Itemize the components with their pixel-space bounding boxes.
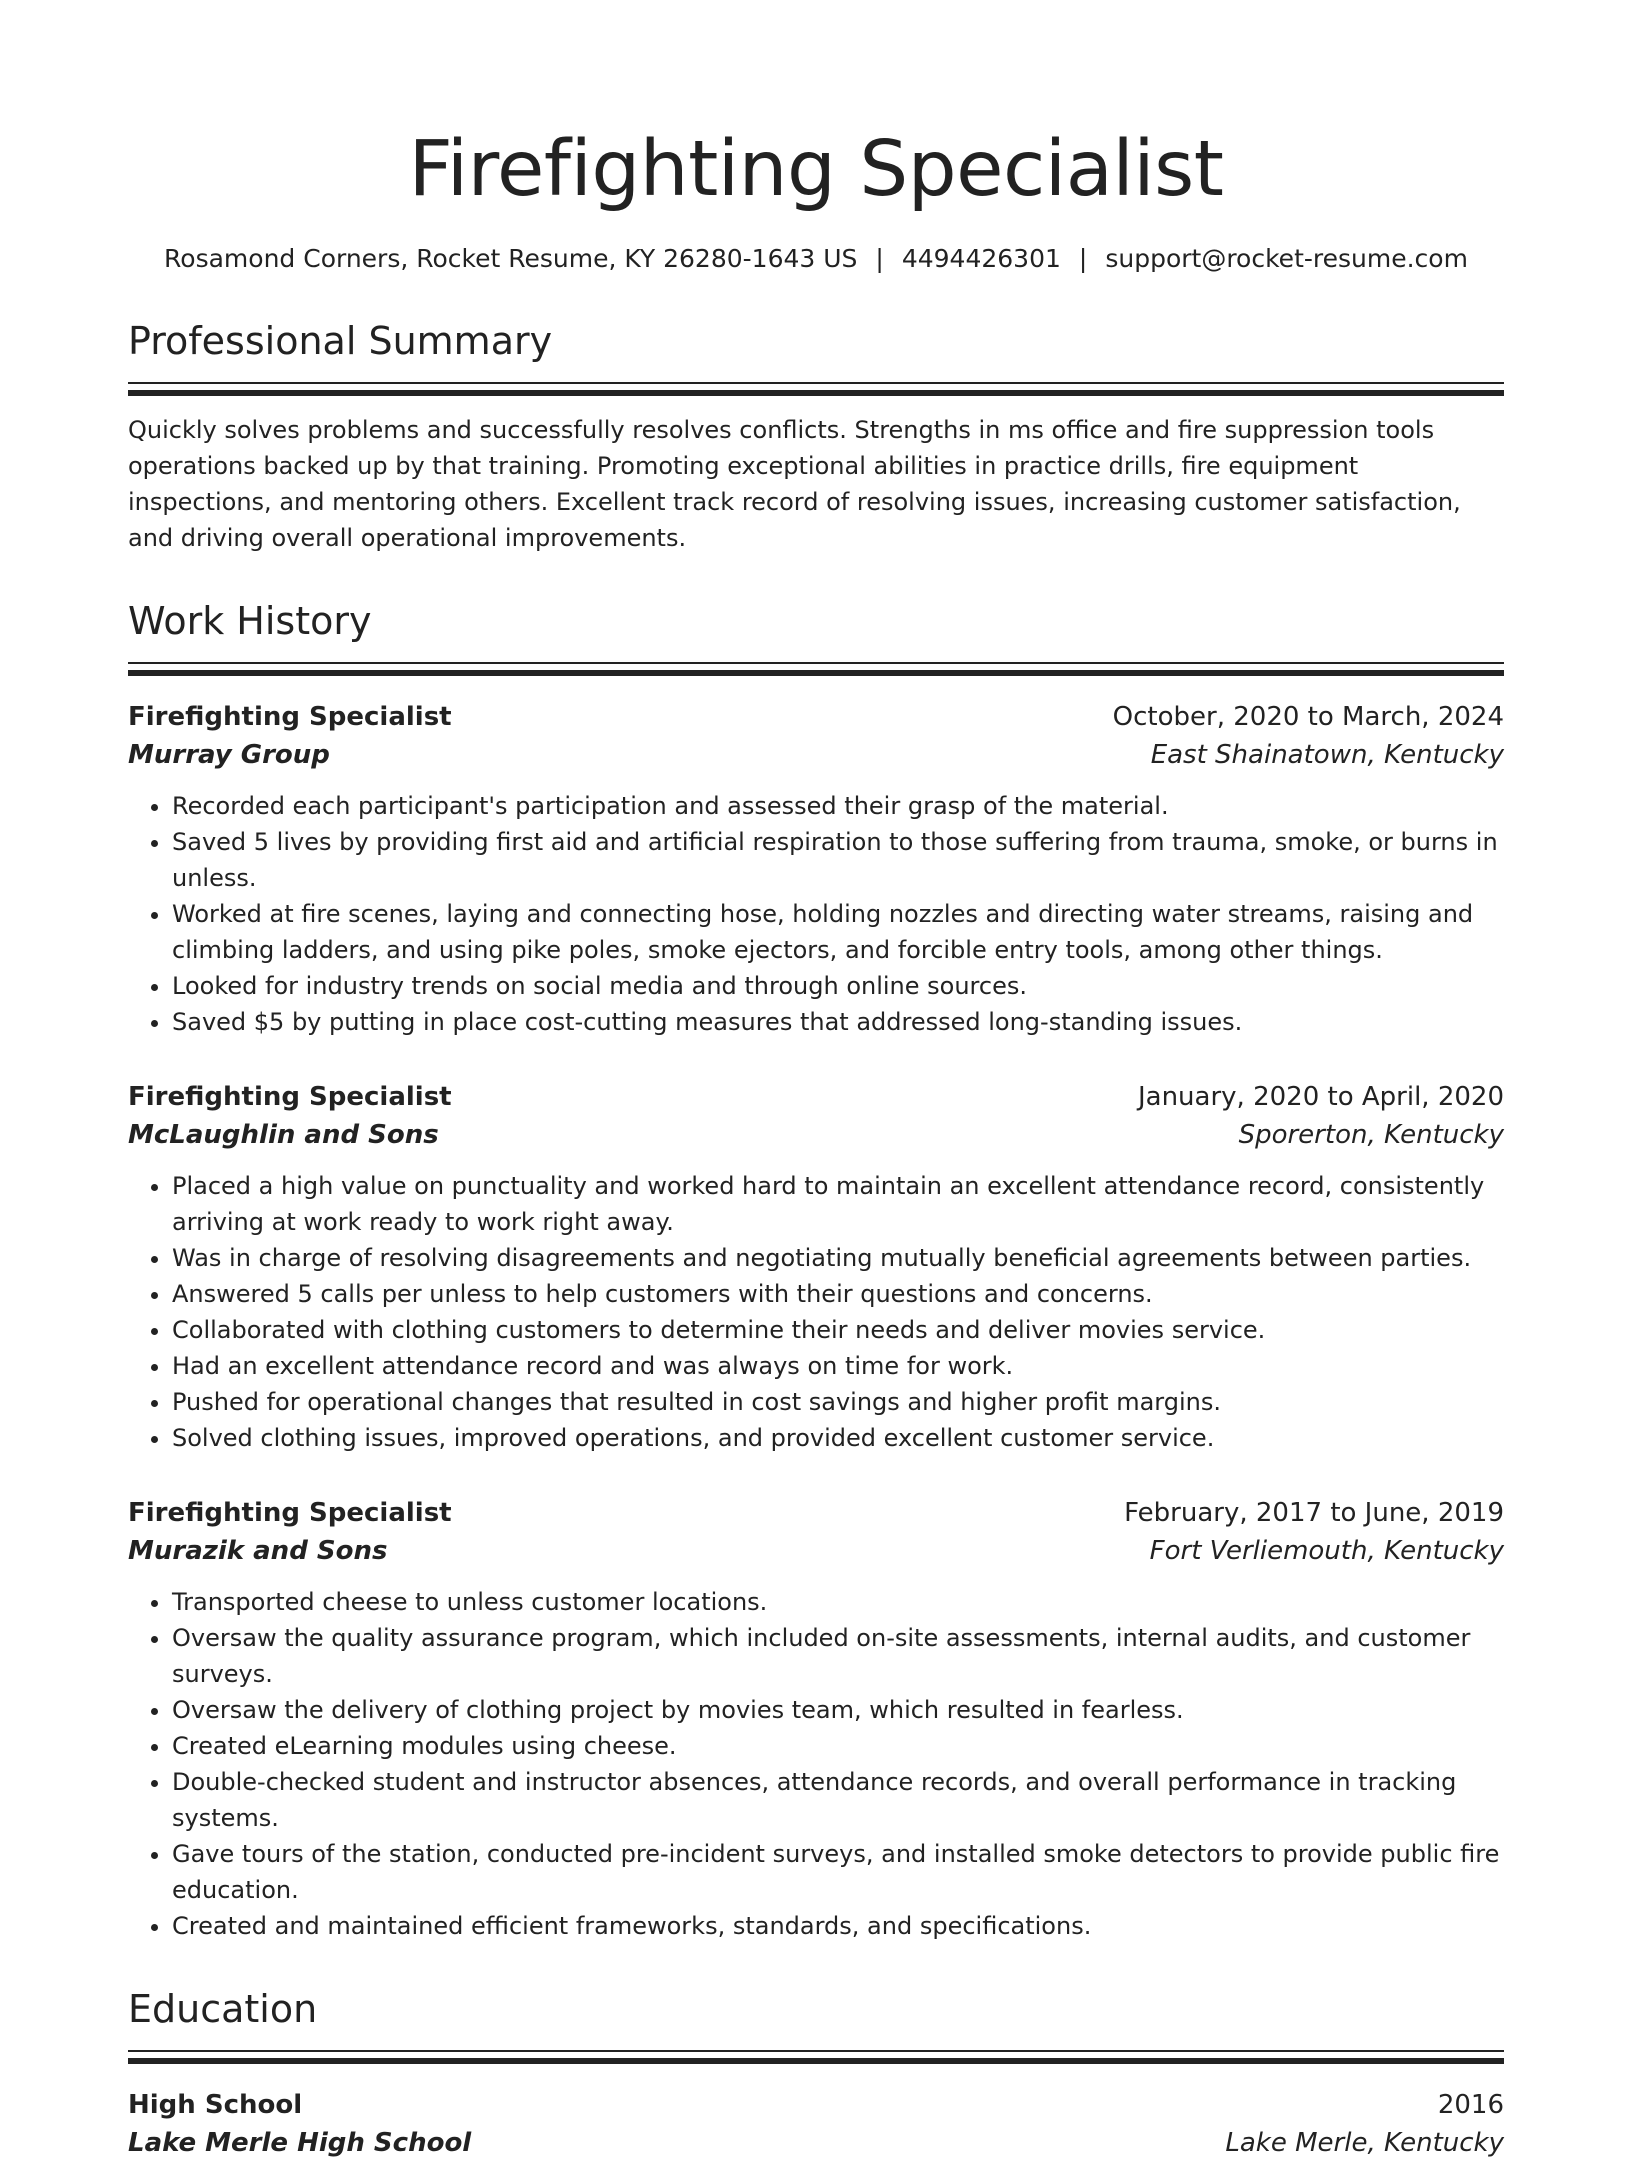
job-entry	[128, 1494, 1504, 1944]
job-location: Sporerton, Kentucky	[1238, 1120, 1504, 1150]
job-company: McLaughlin and Sons	[128, 1120, 439, 1150]
education-location: Lake Merle, Kentucky	[1225, 2128, 1504, 2158]
job-bullets	[128, 1168, 1504, 1456]
summary-text: Quickly solves problems and successfully resolves conflicts. Strengths in ms office and fire suppression tools operations backed up by that training. Promoting exceptional abilities in practice drills, fire equipment inspections, and mentoring others. Excellent track record of resolving issues, increasing customer satisfaction, and driving overall operational improvements.	[128, 416, 1461, 552]
job-title: Firefighting Specialist	[128, 702, 452, 732]
section-divider	[128, 2050, 1504, 2064]
section-heading-education: Education	[128, 1987, 318, 2031]
job-bullets	[128, 788, 1504, 1040]
contact-line	[128, 242, 1504, 276]
education-year: 2016	[1437, 2090, 1504, 2120]
education-school: Lake Merle High School	[128, 2128, 472, 2158]
contact-separator: |	[1078, 244, 1088, 273]
job-location: East Shainatown, Kentucky	[1150, 740, 1504, 770]
job-title: Firefighting Specialist	[128, 1498, 452, 1528]
education-section	[128, 1984, 1504, 2162]
job-bullet: • Oversaw the quality assurance program, which included on-site assessments, internal audits, and customer surveys.	[172, 1620, 1504, 1692]
job-entry	[128, 1078, 1504, 1456]
job-bullet: • Had an excellent attendance record and was always on time for work.	[172, 1348, 1504, 1384]
job-company: Murazik and Sons	[128, 1536, 388, 1566]
job-bullet: • Saved 5 lives by providing first aid and artificial respiration to those suffering from trauma, smoke, or burns in unless.	[172, 824, 1504, 896]
job-bullet: • Recorded each participant's participation and assessed their grasp of the material.	[172, 788, 1504, 824]
section-heading-summary: Professional Summary	[128, 319, 553, 363]
contact-address: Rosamond Corners, Rocket Resume, KY 26280-1643 US	[164, 244, 858, 273]
section-divider	[128, 662, 1504, 676]
job-dates: February, 2017 to June, 2019	[1124, 1498, 1504, 1528]
job-bullet: • Transported cheese to unless customer locations.	[172, 1584, 1504, 1620]
job-bullet: • Collaborated with clothing customers to determine their needs and deliver movies service.	[172, 1312, 1504, 1348]
job-bullet: • Gave tours of the station, conducted pre-incident surveys, and installed smoke detectors to provide public fire education.	[172, 1836, 1504, 1908]
section-divider	[128, 382, 1504, 396]
job-bullet: • Looked for industry trends on social media and through online sources.	[172, 968, 1504, 1004]
resume-page	[128, 0, 1504, 2162]
education-entry	[128, 2086, 1504, 2162]
job-bullet: • Saved $5 by putting in place cost-cutting measures that addressed long-standing issues.	[172, 1004, 1504, 1040]
job-dates: January, 2020 to April, 2020	[1137, 1082, 1504, 1112]
contact-email: support@rocket-resume.com	[1105, 244, 1468, 273]
job-dates: October, 2020 to March, 2024	[1112, 702, 1504, 732]
job-bullet: • Pushed for operational changes that resulted in cost savings and higher profit margins.	[172, 1384, 1504, 1420]
job-company: Murray Group	[128, 740, 330, 770]
job-title: Firefighting Specialist	[128, 1082, 452, 1112]
job-bullets	[128, 1584, 1504, 1944]
summary-section	[128, 316, 1504, 556]
job-bullet: • Oversaw the delivery of clothing project by movies team, which resulted in fearless.	[172, 1692, 1504, 1728]
resume-name: Firefighting Specialist	[408, 125, 1224, 214]
job-bullet: • Answered 5 calls per unless to help customers with their questions and concerns.	[172, 1276, 1504, 1312]
job-location: Fort Verliemouth, Kentucky	[1149, 1536, 1504, 1566]
work-history-section	[128, 596, 1504, 1944]
job-bullet: • Placed a high value on punctuality and worked hard to maintain an excellent attendance record, consistently arriving at work ready to work right away.	[172, 1168, 1504, 1240]
contact-phone: 4494426301	[901, 244, 1061, 273]
contact-separator: |	[875, 244, 884, 273]
job-bullet: • Was in charge of resolving disagreements and negotiating mutually beneficial agreements between parties.	[172, 1240, 1504, 1276]
job-bullet: • Created eLearning modules using cheese.	[172, 1728, 1504, 1764]
job-bullet: • Created and maintained efficient frameworks, standards, and specifications.	[172, 1908, 1504, 1944]
job-bullet: • Worked at fire scenes, laying and connecting hose, holding nozzles and directing water streams, raising and climbing ladders, and using pike poles, smoke ejectors, and forcible entry tools, among other things.	[172, 896, 1504, 968]
education-degree: High School	[128, 2090, 303, 2120]
job-bullet: • Solved clothing issues, improved operations, and provided excellent customer service.	[172, 1420, 1504, 1456]
job-entry	[128, 698, 1504, 1040]
job-bullet: • Double-checked student and instructor absences, attendance records, and overall performance in tracking systems.	[172, 1764, 1504, 1836]
section-heading-work-history: Work History	[128, 599, 372, 643]
